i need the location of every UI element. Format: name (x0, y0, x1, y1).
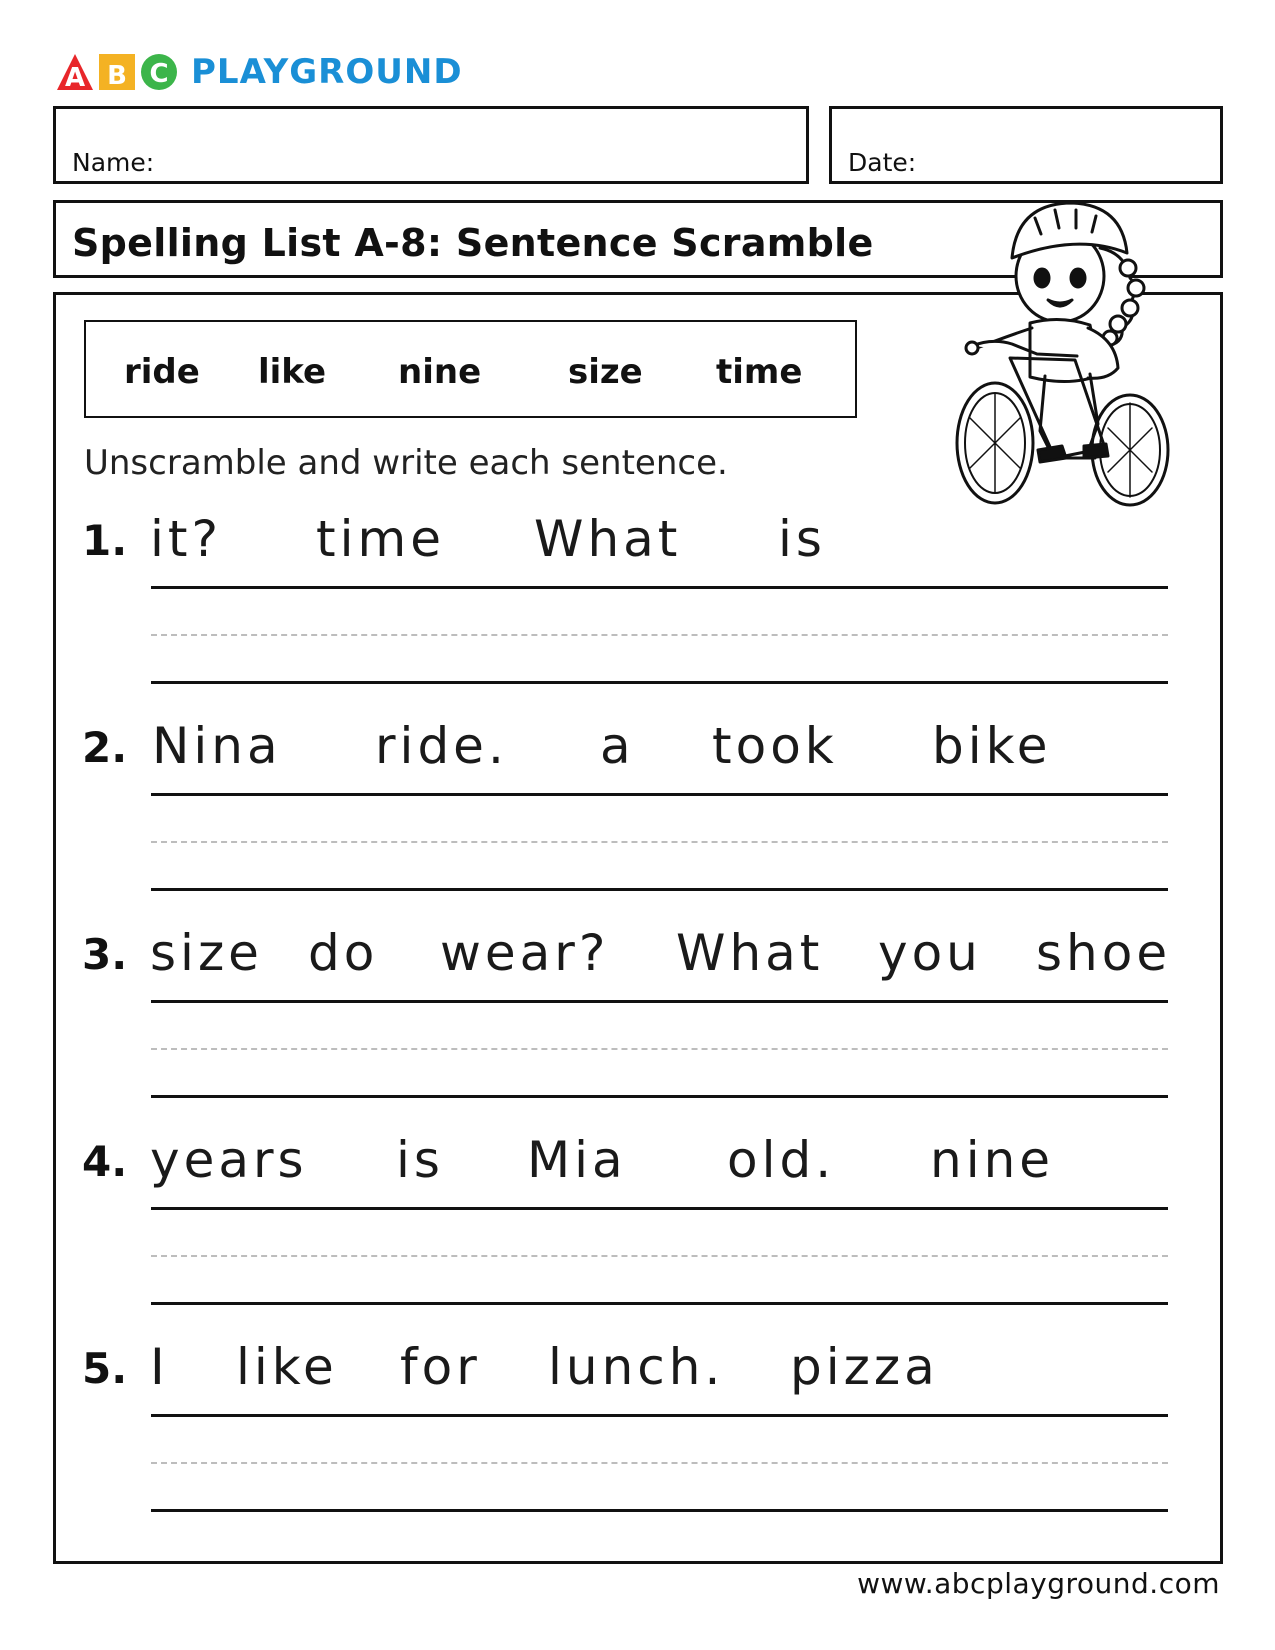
brand-name: PLAYGROUND (191, 52, 463, 92)
writing-line-midline (151, 841, 1168, 843)
question-number: 5. (82, 1344, 128, 1393)
scrambled-word: do (308, 924, 379, 982)
brand-logo (55, 52, 463, 92)
question-number: 4. (82, 1137, 128, 1186)
writing-line-top (151, 586, 1168, 589)
logo-letter-c: C (149, 59, 169, 89)
abc-logo-icon (55, 52, 185, 92)
writing-line-top (151, 1207, 1168, 1210)
word-bank-item: like (258, 352, 327, 392)
footer-url: www.abcplayground.com (857, 1567, 1220, 1600)
scrambled-word: Mia (527, 1131, 627, 1189)
scrambled-word: years (150, 1131, 308, 1189)
scrambled-word: ride. (375, 717, 508, 775)
writing-line-midline (151, 634, 1168, 636)
logo-letter-a: A (64, 63, 86, 92)
scrambled-word: I (150, 1338, 169, 1396)
writing-line-baseline[interactable] (151, 1302, 1168, 1305)
name-label: Name: (72, 148, 155, 177)
scrambled-word: wear? (440, 924, 610, 982)
date-label: Date: (848, 148, 917, 177)
scrambled-word: it? (150, 510, 223, 568)
scrambled-word: is (396, 1131, 444, 1189)
writing-line-baseline[interactable] (151, 1509, 1168, 1512)
scrambled-word: took (712, 717, 838, 775)
writing-line-top (151, 1414, 1168, 1417)
scrambled-word: What (534, 510, 682, 568)
writing-line-top (151, 793, 1168, 796)
question-number: 1. (82, 516, 128, 565)
scrambled-word: bike (932, 717, 1052, 775)
scrambled-word: What (676, 924, 824, 982)
scrambled-word: size (150, 924, 263, 982)
question-number: 3. (82, 930, 128, 979)
scrambled-word: a (600, 717, 635, 775)
writing-line-baseline[interactable] (151, 1095, 1168, 1098)
scrambled-word: lunch. (548, 1338, 725, 1396)
question-number: 2. (82, 723, 128, 772)
word-bank-item: nine (398, 352, 482, 392)
girl-riding-bicycle-icon (950, 188, 1200, 524)
date-field[interactable] (829, 106, 1223, 184)
scrambled-word: Nina (152, 717, 282, 775)
word-bank (84, 320, 857, 418)
writing-line-midline (151, 1048, 1168, 1050)
word-bank-item: ride (124, 352, 200, 392)
page-title: Spelling List A-8: Sentence Scramble (72, 221, 874, 265)
word-bank-item: time (716, 352, 803, 392)
scrambled-word: for (400, 1338, 481, 1396)
writing-line-baseline[interactable] (151, 681, 1168, 684)
instructions: Unscramble and write each sentence. (84, 443, 728, 483)
scrambled-word: old. (727, 1131, 836, 1189)
writing-line-top (151, 1000, 1168, 1003)
writing-line-baseline[interactable] (151, 888, 1168, 891)
scrambled-word: is (778, 510, 826, 568)
scrambled-word: nine (930, 1131, 1055, 1189)
scrambled-word: pizza (790, 1338, 939, 1396)
scrambled-word: you (878, 924, 982, 982)
name-field[interactable] (53, 106, 809, 184)
scrambled-word: like (236, 1338, 338, 1396)
word-bank-item: size (568, 352, 643, 392)
scrambled-word: shoe (1036, 924, 1172, 982)
writing-line-midline (151, 1462, 1168, 1464)
writing-line-midline (151, 1255, 1168, 1257)
scrambled-word: time (316, 510, 445, 568)
logo-letter-b: B (107, 61, 127, 91)
